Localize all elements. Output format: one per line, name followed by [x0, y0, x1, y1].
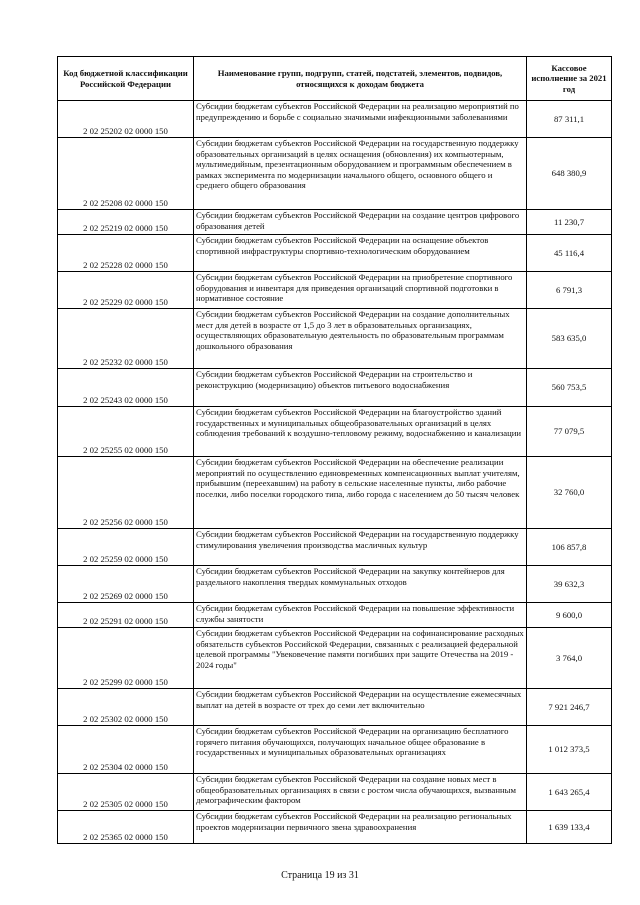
row-name: Субсидии бюджетам субъектов Российской Федерации на организацию бесплатного горячего питания обучающихся, получающих начальное общее образование в государственных и муниципальных образовательных организациях: [194, 726, 527, 774]
row-code: 2 02 25229 02 0000 150: [58, 272, 194, 309]
row-amount: 106 857,8: [527, 529, 612, 566]
row-code: 2 02 25243 02 0000 150: [58, 369, 194, 407]
row-name: Субсидии бюджетам субъектов Российской Федерации на создание центров цифрового образования детей: [194, 210, 527, 235]
row-amount: 11 230,7: [527, 210, 612, 235]
table-row: [58, 603, 612, 628]
row-amount: 560 753,5: [527, 369, 612, 407]
row-code: 2 02 25305 02 0000 150: [58, 774, 194, 811]
table-header-row: [58, 57, 612, 101]
row-name: Субсидии бюджетам субъектов Российской Федерации на софинансирование расходных обязательств субъектов Российской Федерации, связанных с реализацией федеральной целевой программы "Увековечение памяти погибших при защите Отечества на 2019 - 2024 годы": [194, 628, 527, 689]
row-code: 2 02 25299 02 0000 150: [58, 628, 194, 689]
table-row: [58, 774, 612, 811]
row-code: 2 02 25365 02 0000 150: [58, 811, 194, 844]
row-name: Субсидии бюджетам субъектов Российской Федерации на оснащение объектов спортивной инфраструктуры спортивно-технологическим оборудованием: [194, 235, 527, 272]
row-amount: 87 311,1: [527, 101, 612, 138]
table-row: [58, 309, 612, 369]
table-row: [58, 138, 612, 210]
budget-revenue-table: [57, 56, 612, 844]
table-row: [58, 407, 612, 457]
row-name: Субсидии бюджетам субъектов Российской Федерации на реализацию региональных проектов модернизации первичного звена здравоохранения: [194, 811, 527, 844]
row-code: 2 02 25302 02 0000 150: [58, 689, 194, 726]
table-row: [58, 272, 612, 309]
header-code: Код бюджетной классификации Российской Федерации: [58, 57, 194, 101]
row-name: Субсидии бюджетам субъектов Российской Федерации на создание новых мест в общеобразовательных организациях в связи с ростом числа обучающихся, вызванным демографическим фактором: [194, 774, 527, 811]
row-code: 2 02 25232 02 0000 150: [58, 309, 194, 369]
row-name: Субсидии бюджетам субъектов Российской Федерации на благоустройство зданий государственных и муниципальных общеобразовательных организаций в целях соблюдения требований к воздушно-тепловому режиму, водоснабжению и канализации: [194, 407, 527, 457]
row-code: 2 02 25219 02 0000 150: [58, 210, 194, 235]
table-row: [58, 457, 612, 529]
table-row: [58, 726, 612, 774]
row-code: 2 02 25202 02 0000 150: [58, 101, 194, 138]
table-row: [58, 235, 612, 272]
row-name: Субсидии бюджетам субъектов Российской Федерации на строительство и реконструкцию (модернизацию) объектов питьевого водоснабжения: [194, 369, 527, 407]
table-row: [58, 566, 612, 603]
row-name: Субсидии бюджетам субъектов Российской Федерации на создание дополнительных мест для детей в возрасте от 1,5 до 3 лет в образовательных организациях, осуществляющих образовательную деятельность по образовательным программам дошкольного образования: [194, 309, 527, 369]
row-amount: 9 600,0: [527, 603, 612, 628]
table-row: [58, 628, 612, 689]
row-code: 2 02 25269 02 0000 150: [58, 566, 194, 603]
header-amount: Кассовое исполнение за 2021 год: [527, 57, 612, 101]
row-amount: 32 760,0: [527, 457, 612, 529]
row-amount: 45 116,4: [527, 235, 612, 272]
table-row: [58, 369, 612, 407]
row-name: Субсидии бюджетам субъектов Российской Федерации на реализацию мероприятий по предупреждению и борьбе с социально значимыми инфекционными заболеваниями: [194, 101, 527, 138]
row-name: Субсидии бюджетам субъектов Российской Федерации на приобретение спортивного оборудования и инвентаря для приведения организаций спортивной подготовки в нормативное состояние: [194, 272, 527, 309]
row-name: Субсидии бюджетам субъектов Российской Федерации на повышение эффективности службы занятости: [194, 603, 527, 628]
row-code: 2 02 25256 02 0000 150: [58, 457, 194, 529]
page-number: Страница 19 из 31: [281, 870, 359, 881]
row-code: 2 02 25291 02 0000 150: [58, 603, 194, 628]
row-amount: 7 921 246,7: [527, 689, 612, 726]
header-name: Наименование групп, подгрупп, статей, подстатей, элементов, подвидов, относящихся к доходам бюджета: [194, 57, 527, 101]
table-row: [58, 811, 612, 844]
row-name: Субсидии бюджетам субъектов Российской Федерации на закупку контейнеров для раздельного накопления твердых коммунальных отходов: [194, 566, 527, 603]
table-row: [58, 101, 612, 138]
row-name: Субсидии бюджетам субъектов Российской Федерации на государственную поддержку образовательных организаций в целях оснащения (обновления) их компьютерным, мультимедийным, презентационным оборудованием и программным обеспечением в рамках эксперимента по модернизации начального общего, основного общего и среднего общего образования: [194, 138, 527, 210]
table-row: [58, 689, 612, 726]
row-name: Субсидии бюджетам субъектов Российской Федерации на обеспечение реализации мероприятий по осуществлению единовременных компенсационных выплат учителям, прибывшим (переехавшим) на работу в сельские населенные пункты, либо рабочие поселки, либо поселки городского типа, либо города с населением до 50 тысяч человек: [194, 457, 527, 529]
table-row: [58, 210, 612, 235]
row-amount: 648 380,9: [527, 138, 612, 210]
row-code: 2 02 25259 02 0000 150: [58, 529, 194, 566]
row-amount: 3 764,0: [527, 628, 612, 689]
row-code: 2 02 25228 02 0000 150: [58, 235, 194, 272]
row-code: 2 02 25255 02 0000 150: [58, 407, 194, 457]
row-name: Субсидии бюджетам субъектов Российской Федерации на государственную поддержку стимулирования увеличения производства масличных культур: [194, 529, 527, 566]
row-amount: 39 632,3: [527, 566, 612, 603]
row-code: 2 02 25208 02 0000 150: [58, 138, 194, 210]
row-amount: 6 791,3: [527, 272, 612, 309]
row-code: 2 02 25304 02 0000 150: [58, 726, 194, 774]
row-amount: 1 639 133,4: [527, 811, 612, 844]
row-amount: 583 635,0: [527, 309, 612, 369]
row-amount: 1 643 265,4: [527, 774, 612, 811]
row-amount: 77 079,5: [527, 407, 612, 457]
row-name: Субсидии бюджетам субъектов Российской Федерации на осуществление ежемесячных выплат на детей в возрасте от трех до семи лет включительно: [194, 689, 527, 726]
table-row: [58, 529, 612, 566]
row-amount: 1 012 373,5: [527, 726, 612, 774]
